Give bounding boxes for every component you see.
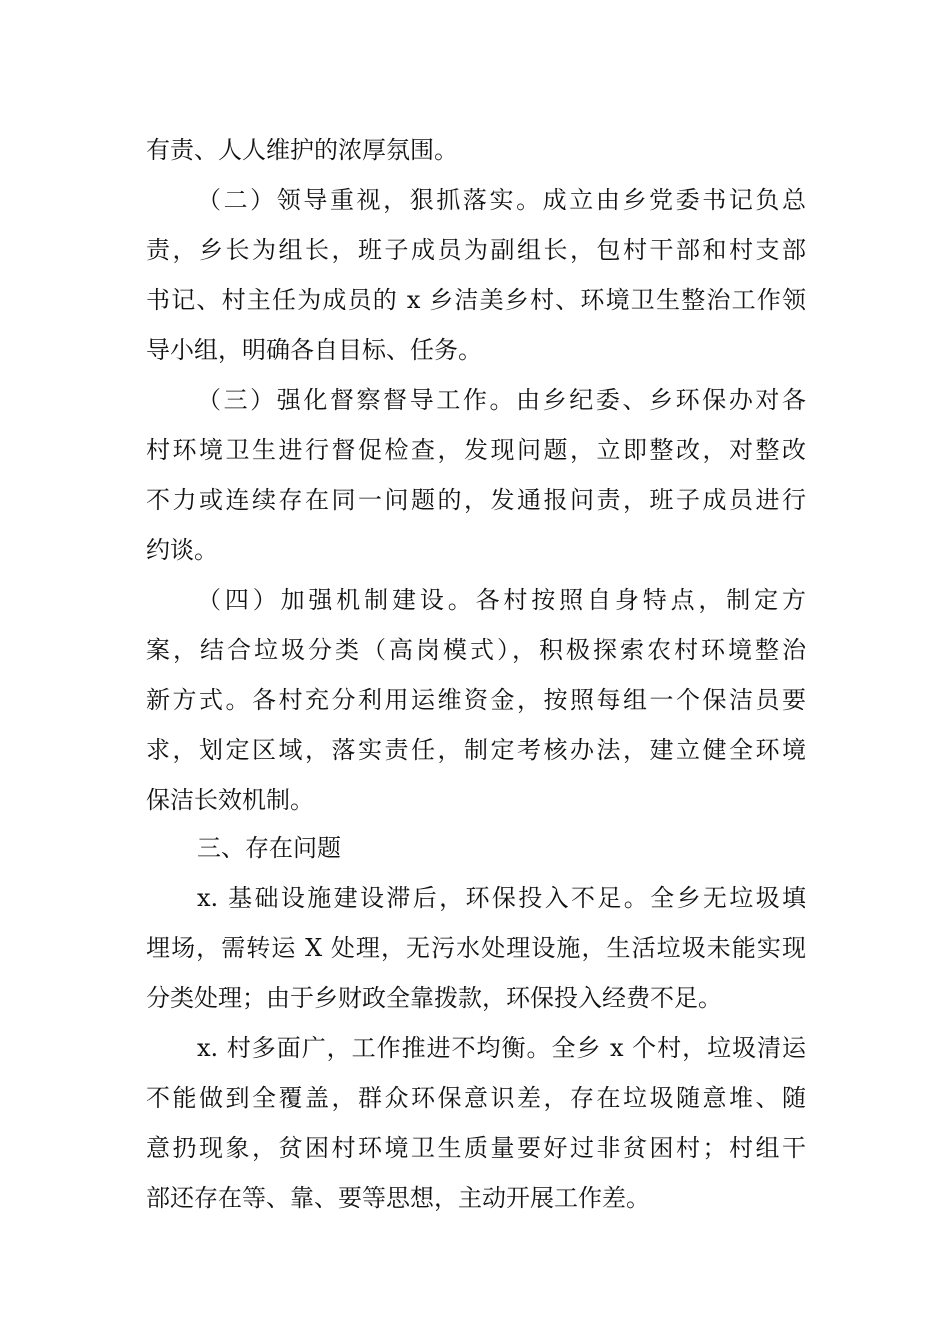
text-line: 保洁长效机制。 xyxy=(146,786,314,814)
text-line: 责，乡长为组长，班子成员为副组长，包村干部和村支部 xyxy=(146,236,806,264)
text-line: 不力或连续存在同一问题的，发通报问责，班子成员进行 xyxy=(146,486,806,514)
text-line: 案，结合垃圾分类（高岗模式），积极探索农村环境整治 xyxy=(146,636,806,664)
paragraph-heading-4: （四）加强机制建设。各村按照自身特点，制定方 xyxy=(197,586,806,614)
paragraph-heading-3: （三）强化督察督导工作。由乡纪委、乡环保办对各 xyxy=(197,386,806,414)
text-line: 有责、人人维护的浓厚氛围。 xyxy=(146,136,458,164)
text-line: 书记、村主任为成员的 x 乡洁美乡村、环境卫生整治工作领 xyxy=(146,286,806,314)
text-line: 约谈。 xyxy=(146,536,218,564)
issue-2-heading: x. 村多面广，工作推进不均衡。全乡 x 个村，垃圾清运 xyxy=(197,1034,806,1062)
text-line: 新方式。各村充分利用运维资金，按照每组一个保洁员要 xyxy=(146,686,806,714)
text-line: 村环境卫生进行督促检查，发现问题，立即整改，对整改 xyxy=(146,436,806,464)
text-line: 分类处理；由于乡财政全靠拨款，环保投入经费不足。 xyxy=(146,984,722,1012)
section-heading-3: 三、存在问题 xyxy=(197,834,341,862)
text-line: 导小组，明确各自目标、任务。 xyxy=(146,336,482,364)
paragraph-heading-2: （二）领导重视，狠抓落实。成立由乡党委书记负总 xyxy=(197,186,806,214)
text-line: 求，划定区域，落实责任，制定考核办法，建立健全环境 xyxy=(146,736,806,764)
text-line: 意扔现象，贫困村环境卫生质量要好过非贫困村；村组干 xyxy=(146,1134,806,1162)
text-line: 不能做到全覆盖，群众环保意识差，存在垃圾随意堆、随 xyxy=(146,1084,806,1112)
text-line: 埋场，需转运 X 处理，无污水处理设施，生活垃圾未能实现 xyxy=(146,934,806,962)
text-line: 部还存在等、靠、要等思想，主动开展工作差。 xyxy=(146,1184,650,1212)
issue-1-heading: x. 基础设施建设滞后，环保投入不足。全乡无垃圾填 xyxy=(197,884,806,912)
